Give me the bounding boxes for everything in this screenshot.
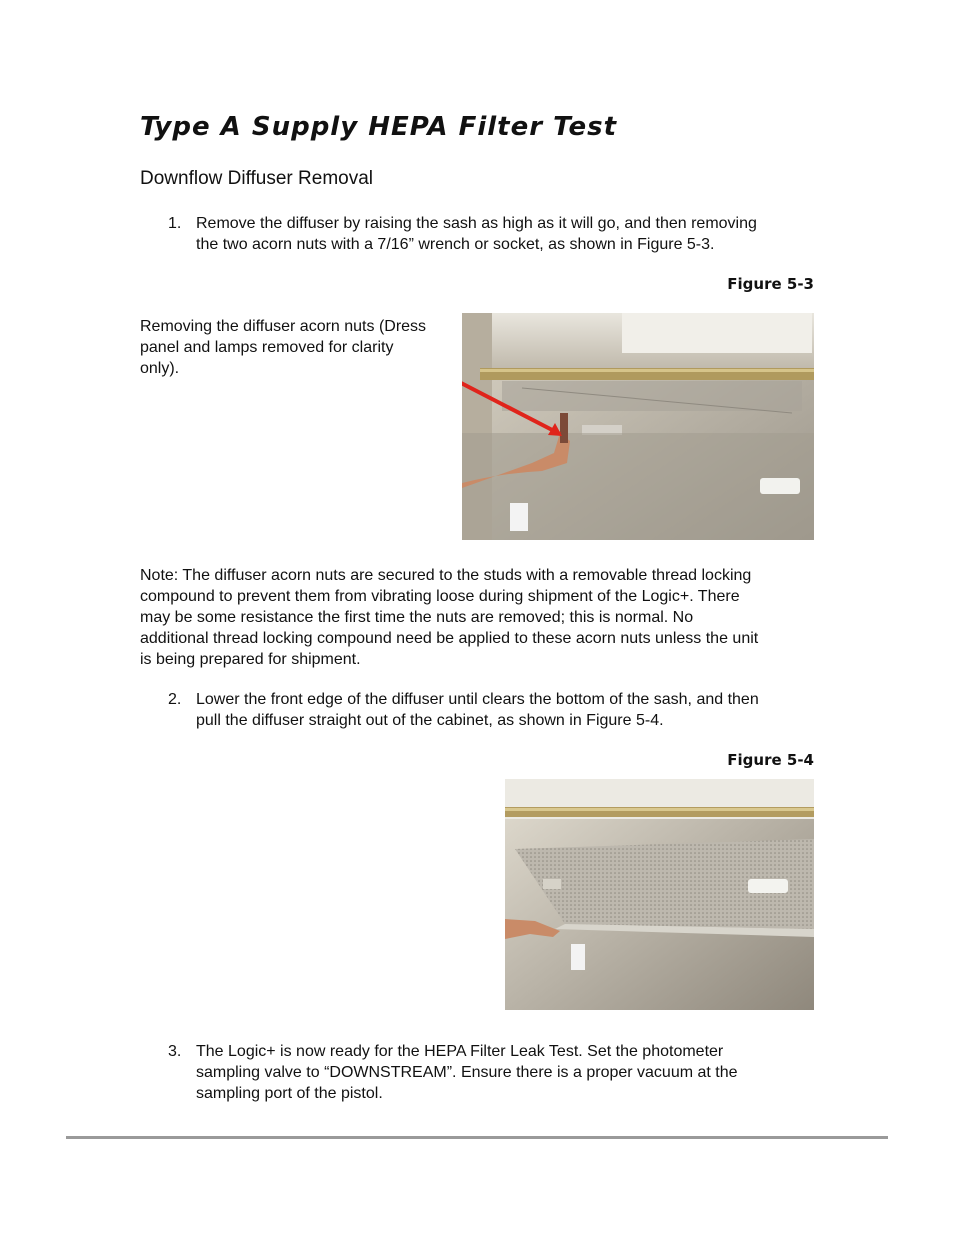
step-text-line: the two acorn nuts with a 7/16” wrench or socket, as shown in Figure 5-3. bbox=[196, 236, 715, 253]
figure-5-4-label: Figure 5-4 bbox=[727, 751, 814, 769]
page-title: Type A Supply HEPA Filter Test bbox=[140, 112, 618, 142]
note-paragraph bbox=[140, 565, 758, 670]
step-number: 3. bbox=[168, 1043, 182, 1060]
footer-rule bbox=[66, 1136, 888, 1139]
step-text-line: sampling port of the pistol. bbox=[196, 1085, 383, 1102]
section-subheading: Downflow Diffuser Removal bbox=[140, 168, 374, 189]
figure-5-3-label: Figure 5-3 bbox=[727, 275, 814, 293]
figure-5-4-photo bbox=[505, 779, 814, 1010]
step-number: 1. bbox=[168, 215, 182, 232]
note-line: compound to prevent them from vibrating loose during shipment of the Logic+. There bbox=[140, 588, 740, 605]
note-line: Note: The diffuser acorn nuts are secured to the studs with a removable thread locking bbox=[140, 567, 752, 584]
note-line: may be some resistance the first time the nuts are removed; this is normal. No bbox=[140, 609, 694, 626]
diffuser-acorn-nut-photo bbox=[462, 313, 814, 540]
diffuser-removal-photo bbox=[505, 779, 814, 1010]
note-line: additional thread locking compound need be applied to these acorn nuts unless the unit bbox=[140, 630, 759, 647]
figure-5-3-photo bbox=[462, 313, 814, 540]
caption-line: only). bbox=[140, 360, 180, 377]
step-text-line: pull the diffuser straight out of the cabinet, as shown in Figure 5-4. bbox=[196, 712, 664, 729]
note-line: is being prepared for shipment. bbox=[140, 651, 361, 668]
step-number: 2. bbox=[168, 691, 182, 708]
caption-line: panel and lamps removed for clarity bbox=[140, 339, 394, 356]
step-text-line: The Logic+ is now ready for the HEPA Filter Leak Test. Set the photometer bbox=[196, 1043, 724, 1060]
step-text-line: Remove the diffuser by raising the sash as high as it will go, and then removing bbox=[196, 215, 757, 232]
caption-line: Removing the diffuser acorn nuts (Dress bbox=[140, 318, 427, 335]
step-text-line: Lower the front edge of the diffuser until clears the bottom of the sash, and then bbox=[196, 691, 759, 708]
figure-5-3-caption bbox=[140, 316, 426, 379]
step-text-line: sampling valve to “DOWNSTREAM”. Ensure there is a proper vacuum at the bbox=[196, 1064, 738, 1081]
